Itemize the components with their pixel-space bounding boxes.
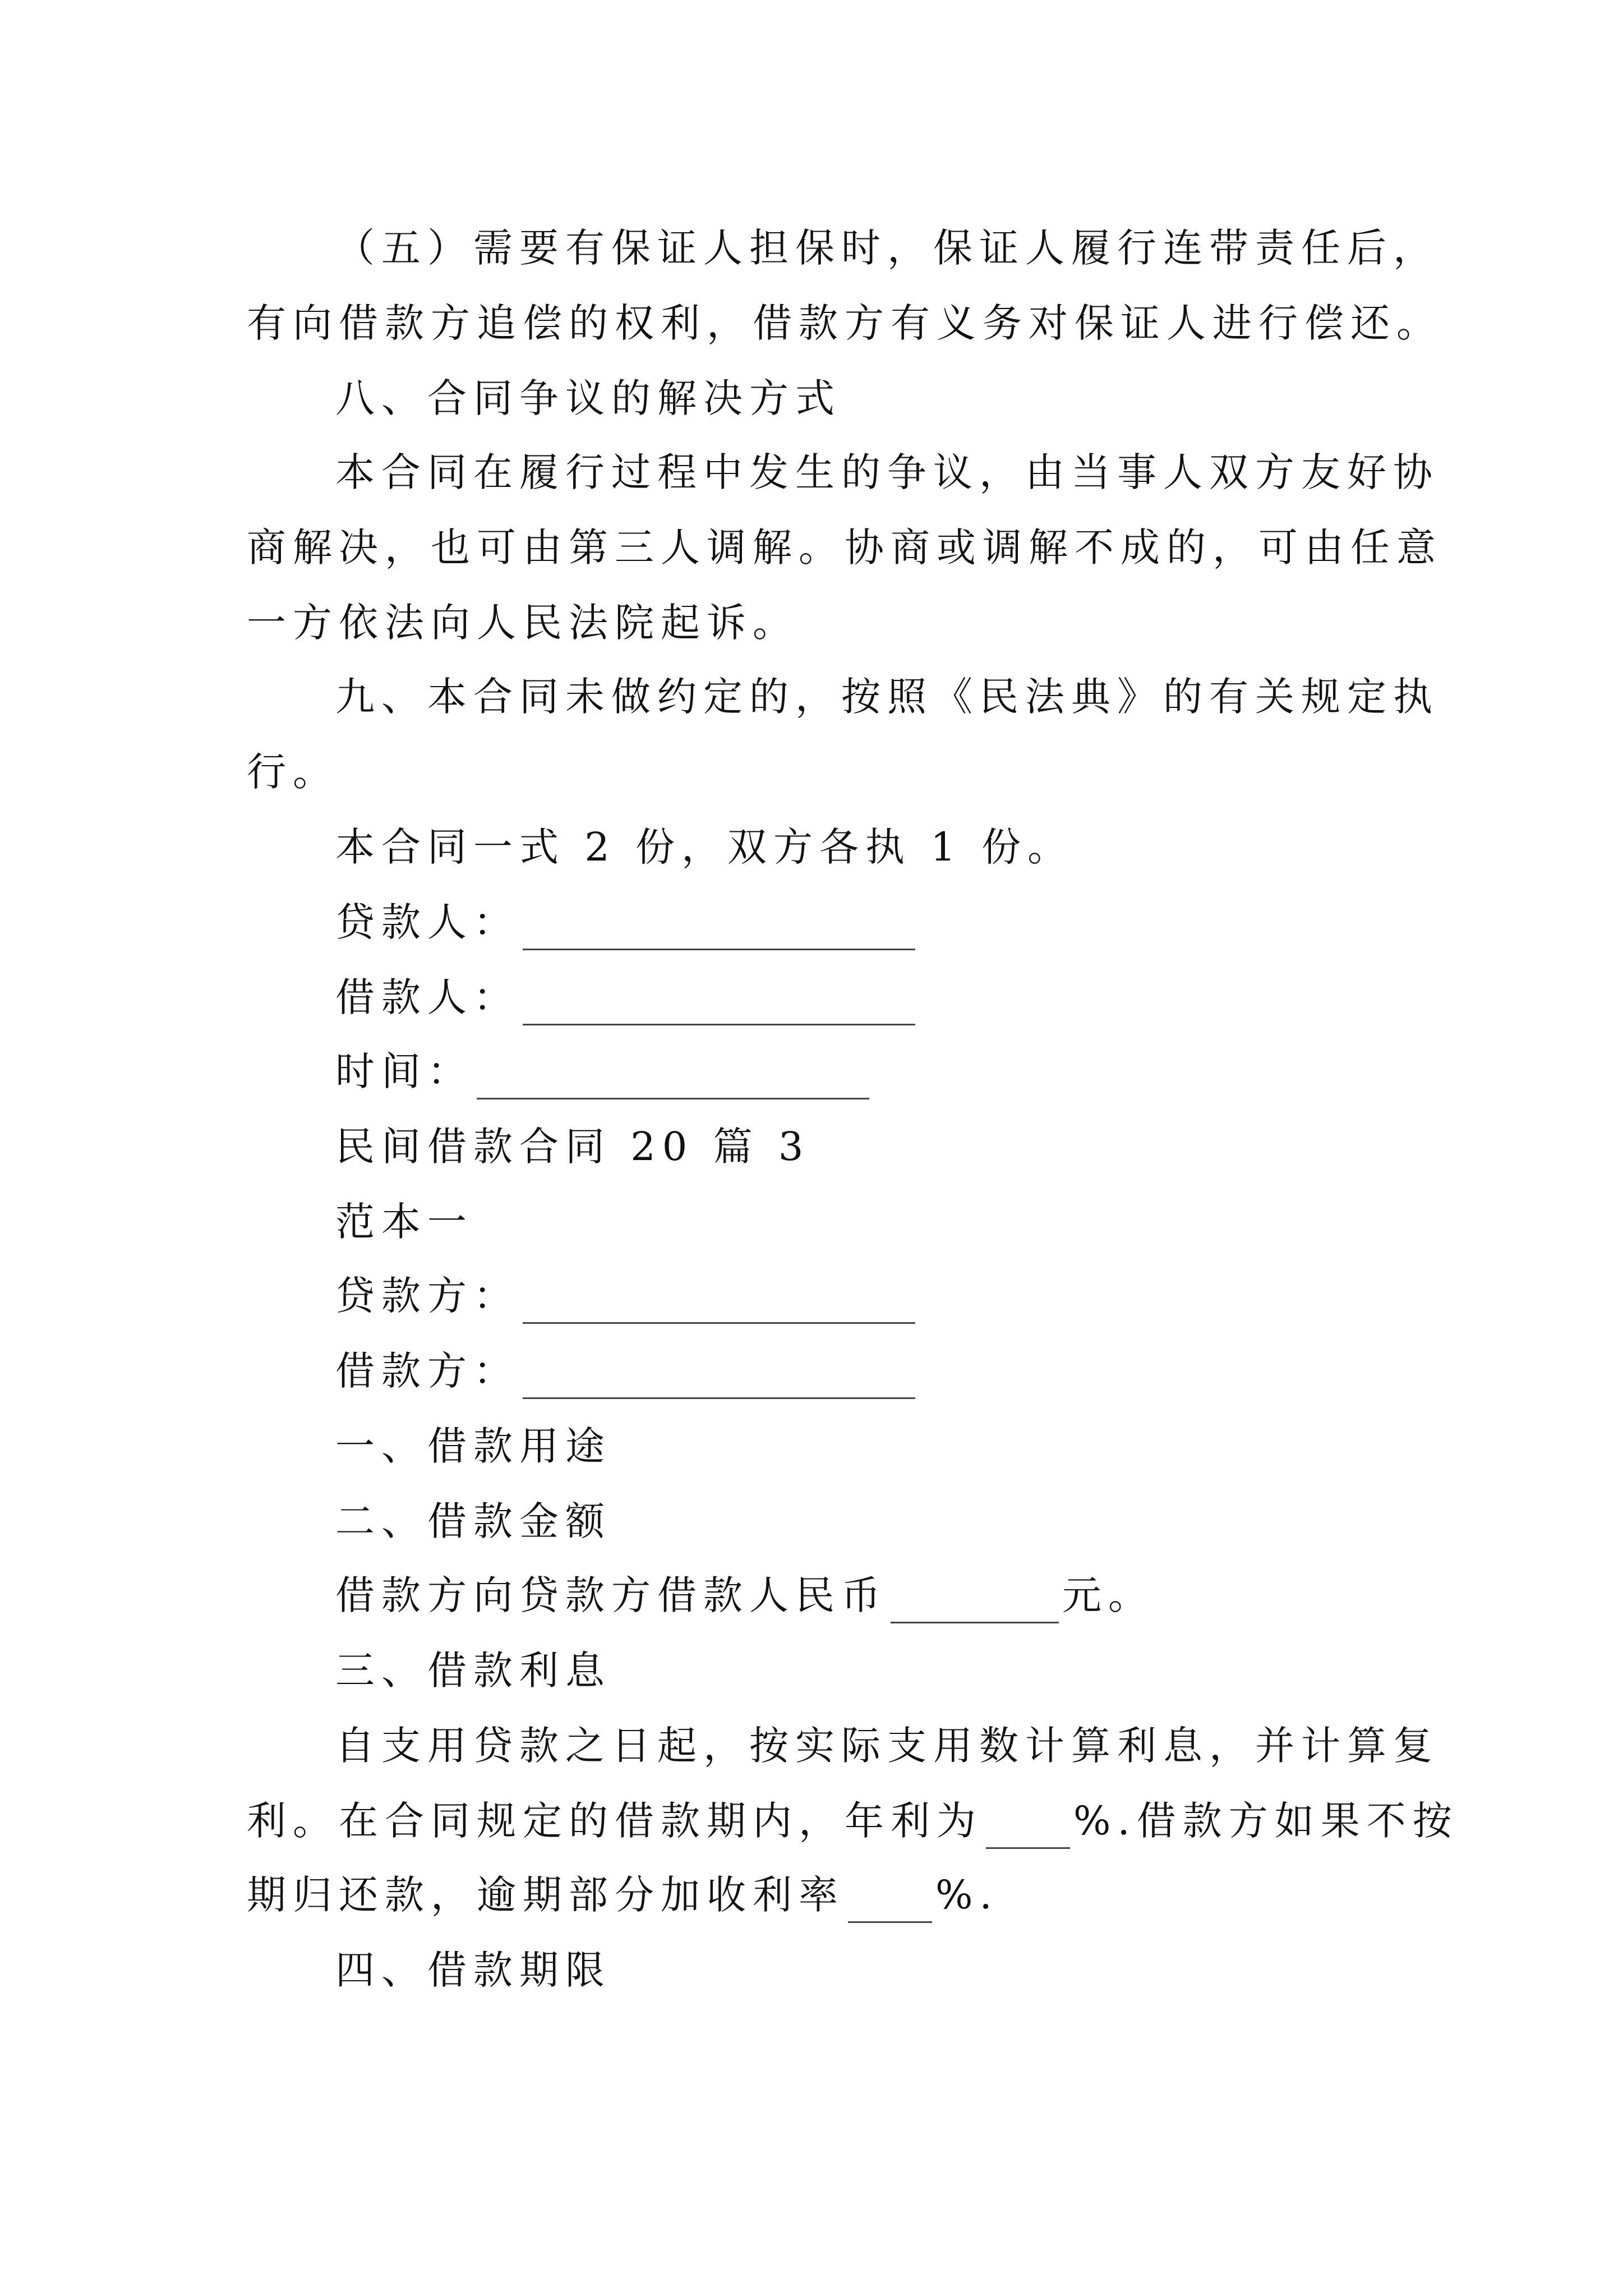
- date-signature-row: [335, 1043, 873, 1099]
- dispute-clause-line-1: 本合同在履行过程中发生的争议，由当事人双方友好协: [335, 449, 1439, 495]
- overdue-rate-text: 期归还款，逾期部分加收利率: [247, 1872, 845, 1918]
- section-9-line-1: 九、本合同未做约定的，按照《民法典》的有关规定执: [335, 674, 1439, 720]
- section-9-line-2: 行。: [247, 749, 339, 795]
- borrower-party-blank: [523, 1359, 915, 1399]
- annual-rate-tail: %.借款方如果不按: [1073, 1798, 1459, 1844]
- borrower-label: 借款人：: [335, 974, 519, 1020]
- borrower-signature-blank: [523, 986, 915, 1025]
- dispute-clause-line-2: 商解决，也可由第三人调解。协商或调解不成的，可由任意: [247, 524, 1442, 570]
- interest-clause-line-3: [247, 1867, 999, 1923]
- copies-clause: 本合同一式 2 份，双方各执 1 份。: [335, 824, 1074, 870]
- loan-amount-text: 借款方向贷款方借款人民币: [335, 1572, 887, 1618]
- date-label: 时间：: [335, 1048, 473, 1094]
- dispute-clause-line-3: 一方依法向人民法院起诉。: [247, 600, 799, 646]
- lender-label: 贷款人：: [335, 899, 519, 945]
- lender-signature-blank: [523, 910, 915, 950]
- borrower-signature-row: [335, 969, 919, 1025]
- annual-rate-text: 利。在合同规定的借款期内，年利为: [247, 1798, 983, 1844]
- section-3-heading: 三、借款利息: [335, 1648, 611, 1694]
- guarantor-clause-line-1: （五）需要有保证人担保时，保证人履行连带责任后，: [335, 225, 1439, 271]
- borrower-party-label: 借款方：: [335, 1348, 519, 1394]
- lender-party-row: [335, 1268, 919, 1324]
- date-signature-blank: [477, 1060, 869, 1099]
- overdue-rate-blank: [848, 1883, 932, 1923]
- borrower-party-row: [335, 1343, 919, 1399]
- interest-clause-line-1: 自支用贷款之日起，按实际支用数计算利息，并计算复: [335, 1723, 1439, 1769]
- lender-signature-row: [335, 894, 919, 950]
- loan-amount-unit: 元。: [1062, 1572, 1154, 1618]
- loan-amount-line: [335, 1567, 1154, 1623]
- interest-clause-line-2: [247, 1793, 1459, 1849]
- loan-amount-blank: [891, 1584, 1059, 1623]
- section-1-heading: 一、借款用途: [335, 1423, 611, 1469]
- template-heading: 范本一: [335, 1199, 473, 1245]
- section-2-heading: 二、借款金额: [335, 1498, 611, 1544]
- lender-party-blank: [523, 1284, 915, 1324]
- annual-rate-blank: [986, 1809, 1070, 1849]
- section-8-heading: 八、合同争议的解决方式: [335, 375, 841, 421]
- lender-party-label: 贷款方：: [335, 1273, 519, 1319]
- guarantor-clause-line-2: 有向借款方追偿的权利，借款方有义务对保证人进行偿还。: [247, 300, 1442, 346]
- section-4-heading: 四、借款期限: [335, 1947, 611, 1993]
- document-subtitle: 民间借款合同 20 篇 3: [335, 1124, 810, 1170]
- overdue-rate-tail: %.: [935, 1872, 999, 1918]
